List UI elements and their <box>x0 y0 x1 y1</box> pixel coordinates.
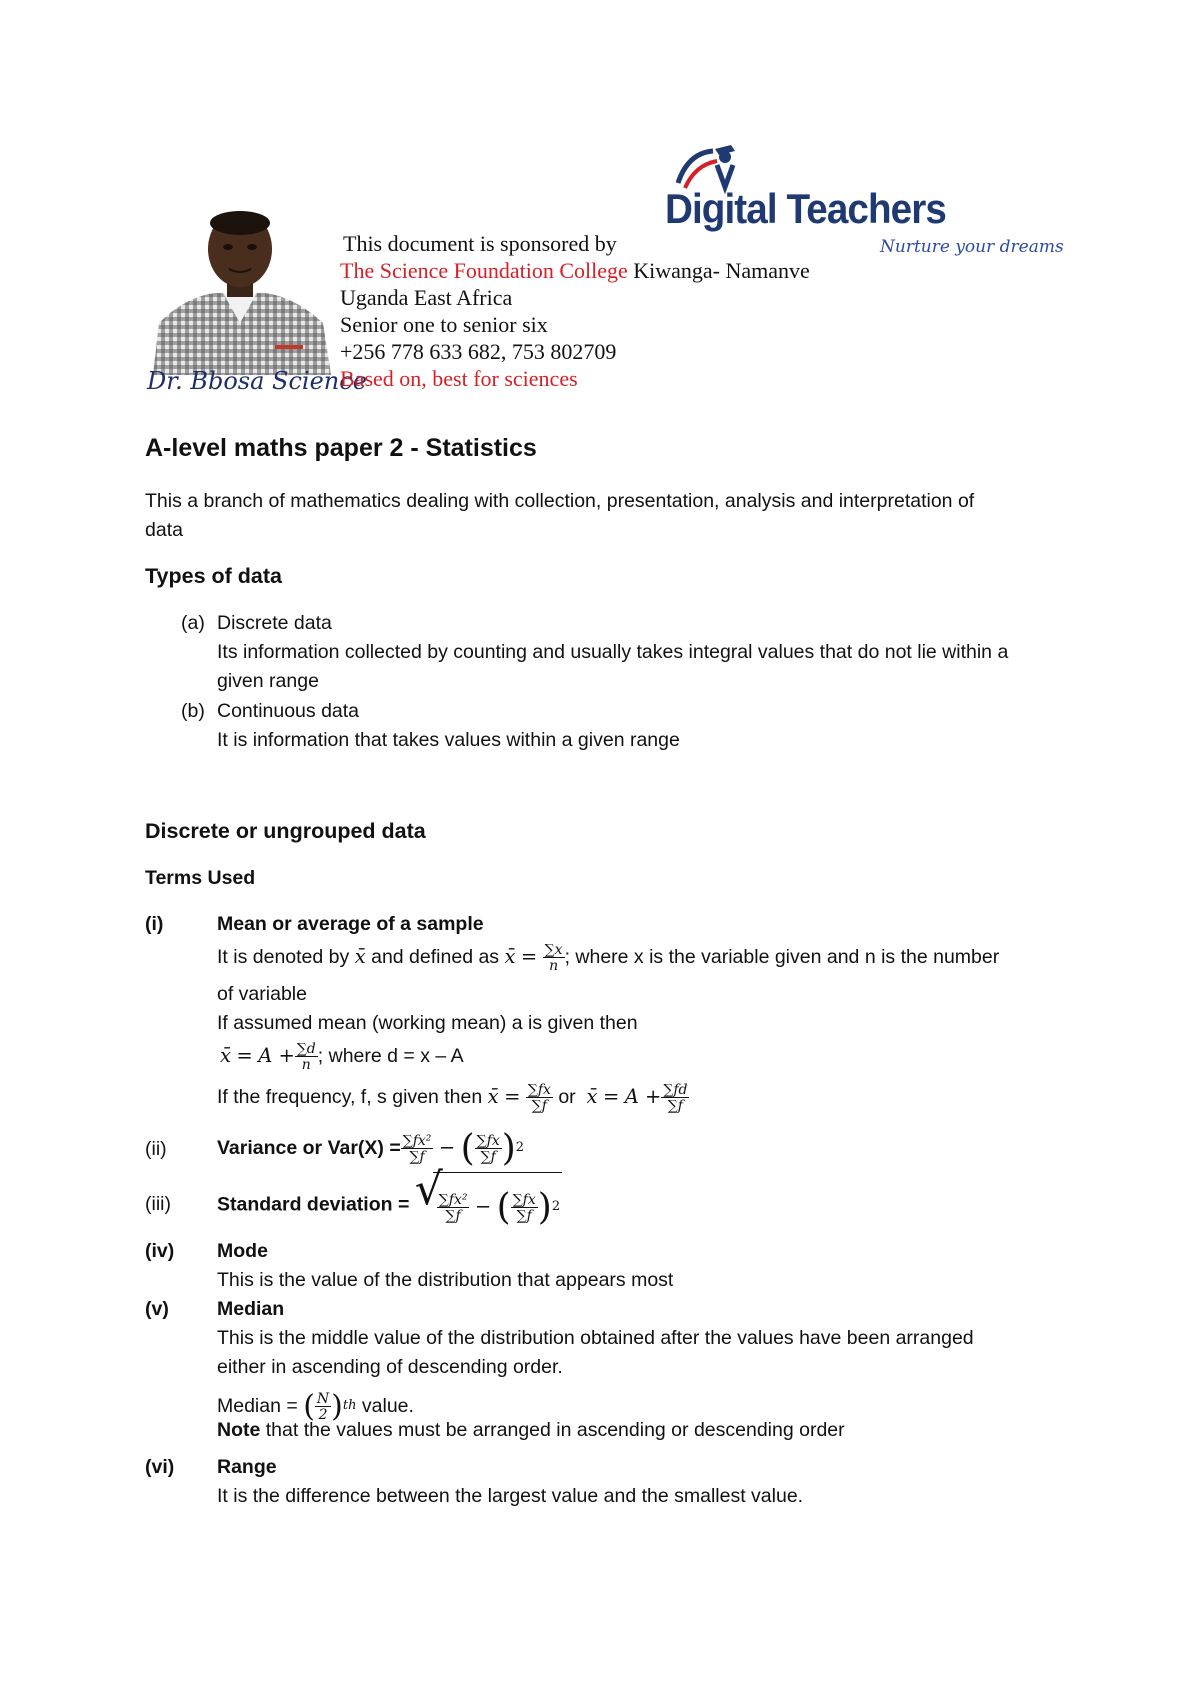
sponsor-line: This document is sponsored by <box>343 231 617 256</box>
paren: ( <box>460 1127 475 1169</box>
term-name: Mean or average of a sample <box>217 913 484 935</box>
discrete-heading: Discrete or ungrouped data <box>145 819 426 843</box>
xbar-symbol: x̄ <box>504 945 516 968</box>
fraction <box>526 1083 553 1113</box>
type-name: Discrete data <box>217 612 332 634</box>
fraction <box>295 1042 318 1072</box>
numerator: ∑d <box>296 1040 316 1057</box>
sponsor-line <box>340 257 810 284</box>
fraction <box>543 943 565 973</box>
page-title: A-level maths paper 2 - Statistics <box>145 434 537 462</box>
note-text: that the values must be arranged in ascending or descending order <box>260 1419 845 1441</box>
assumed-mean-symbol: A + <box>624 1085 662 1108</box>
denominator: ∑f <box>531 1097 547 1114</box>
text: value. <box>361 1395 414 1417</box>
paren: ) <box>537 1186 552 1228</box>
xbar-symbol: x̄ <box>220 1044 231 1067</box>
denominator: ∑f <box>445 1207 461 1224</box>
denominator: ∑f <box>516 1207 532 1224</box>
term-desc: It is the difference between the largest value and the smallest value. <box>217 1485 804 1507</box>
equals-sign: = <box>602 1085 620 1108</box>
term-desc: This is the value of the distribution that appears most <box>217 1269 674 1291</box>
paren: ( <box>496 1186 511 1228</box>
types-heading: Types of data <box>145 564 282 588</box>
author-photo <box>145 205 335 375</box>
type-name: Continuous data <box>217 700 360 722</box>
college-name: The Science Foundation College <box>340 258 628 283</box>
term-desc: This is the middle value of the distribution obtained after the values have been arranged <box>217 1327 974 1349</box>
exponent: 2 <box>515 1140 525 1155</box>
mean-definition-cont: of variable <box>217 983 307 1005</box>
term-number: (i) <box>145 913 164 935</box>
xbar-symbol: x̄ <box>586 1085 598 1108</box>
mean-definition <box>217 937 999 977</box>
note-label: Note <box>217 1419 261 1441</box>
denominator: n <box>549 957 559 974</box>
logo-tagline: Nurture your dreams <box>880 237 1064 257</box>
fraction <box>401 1134 434 1164</box>
text: It is denoted by <box>217 946 350 968</box>
term-number: (iv) <box>145 1240 175 1262</box>
denominator: n <box>301 1056 311 1073</box>
list-marker: (b) <box>181 700 205 722</box>
term-desc: either in ascending of descending order. <box>217 1356 563 1378</box>
numerator: ∑fx <box>527 1081 551 1098</box>
text: If the frequency, f, s given then <box>217 1086 483 1108</box>
numerator: ∑fx² <box>402 1132 432 1149</box>
text: ; where x is the variable given and n is the number <box>564 946 1000 968</box>
term-number: (vi) <box>145 1456 175 1478</box>
numerator: ∑x <box>544 941 563 958</box>
equals-sign: = <box>236 1044 253 1067</box>
square-root <box>414 1164 562 1239</box>
term-name: Range <box>217 1456 277 1478</box>
photo-caption: Dr. Bbosa Science <box>147 367 367 395</box>
term-name: Standard deviation = <box>217 1193 410 1216</box>
term-number: (v) <box>145 1298 169 1320</box>
type-desc: given range <box>217 670 319 692</box>
numerator: ∑fd <box>663 1081 688 1098</box>
type-desc: It is information that takes values within a given range <box>217 729 680 751</box>
term-number: (ii) <box>145 1138 167 1160</box>
paren: ) <box>331 1388 343 1424</box>
denominator: ∑f <box>480 1148 496 1165</box>
denominator: 2 <box>318 1406 328 1423</box>
denominator: ∑f <box>667 1097 683 1114</box>
term-name: Variance or Var(X) = <box>217 1137 401 1159</box>
numerator: ∑fx <box>476 1132 500 1149</box>
denominator: ∑f <box>409 1148 425 1165</box>
term-name: Mode <box>217 1240 268 1262</box>
text: Median = <box>217 1395 298 1417</box>
minus-sign: − <box>474 1195 492 1218</box>
minus-sign: − <box>438 1136 456 1159</box>
sponsor-line: Uganda East Africa <box>340 285 513 310</box>
sponsor-slogan: Based on, best for sciences <box>340 366 578 391</box>
frequency-mean-formula <box>217 1077 689 1117</box>
numerator: ∑fx <box>512 1191 536 1208</box>
paren: ( <box>303 1388 315 1424</box>
numerator: ∑fx² <box>438 1191 468 1208</box>
college-location: Kiwanga- Namanve <box>633 258 810 283</box>
equals-sign: = <box>520 945 538 968</box>
text: ; where d = x – A <box>317 1045 464 1067</box>
sponsor-banner <box>145 145 1064 405</box>
numerator: N <box>316 1390 330 1407</box>
assumed-mean-symbol: A + <box>258 1044 295 1067</box>
sponsor-text <box>340 230 810 392</box>
paren: ) <box>501 1127 516 1169</box>
sponsor-line: Senior one to senior six <box>340 312 548 337</box>
radical-icon: √ <box>414 1164 443 1215</box>
xbar-symbol: x̄ <box>487 1085 499 1108</box>
text: and defined as <box>371 946 500 968</box>
fraction <box>475 1134 502 1164</box>
exponent: th <box>342 1398 357 1413</box>
list-marker: (a) <box>181 612 205 634</box>
type-desc: Its information collected by counting and usually takes integral values that do not lie within a <box>217 641 1009 663</box>
text: or <box>558 1086 576 1108</box>
fraction <box>661 1083 689 1113</box>
xbar-symbol: x̄ <box>354 945 366 968</box>
terms-heading: Terms Used <box>145 867 256 889</box>
median-note <box>217 1418 845 1442</box>
stddev-formula <box>217 1164 562 1239</box>
sponsor-phone: +256 778 633 682, 753 802709 <box>340 339 617 364</box>
term-name: Median <box>217 1298 285 1320</box>
intro-line: This a branch of mathematics dealing with collection, presentation, analysis and interpretation of <box>145 490 975 512</box>
intro-line: data <box>145 519 183 541</box>
exponent: 2 <box>551 1199 561 1214</box>
assumed-mean-formula <box>220 1036 464 1076</box>
logo-title: Digital Teachers <box>665 185 946 232</box>
variance-formula <box>217 1118 524 1178</box>
equals-sign: = <box>504 1085 521 1108</box>
fraction <box>511 1193 538 1223</box>
assumed-mean-text: If assumed mean (working mean) a is given then <box>217 1012 638 1034</box>
radicand <box>433 1172 562 1239</box>
term-number: (iii) <box>145 1193 171 1215</box>
